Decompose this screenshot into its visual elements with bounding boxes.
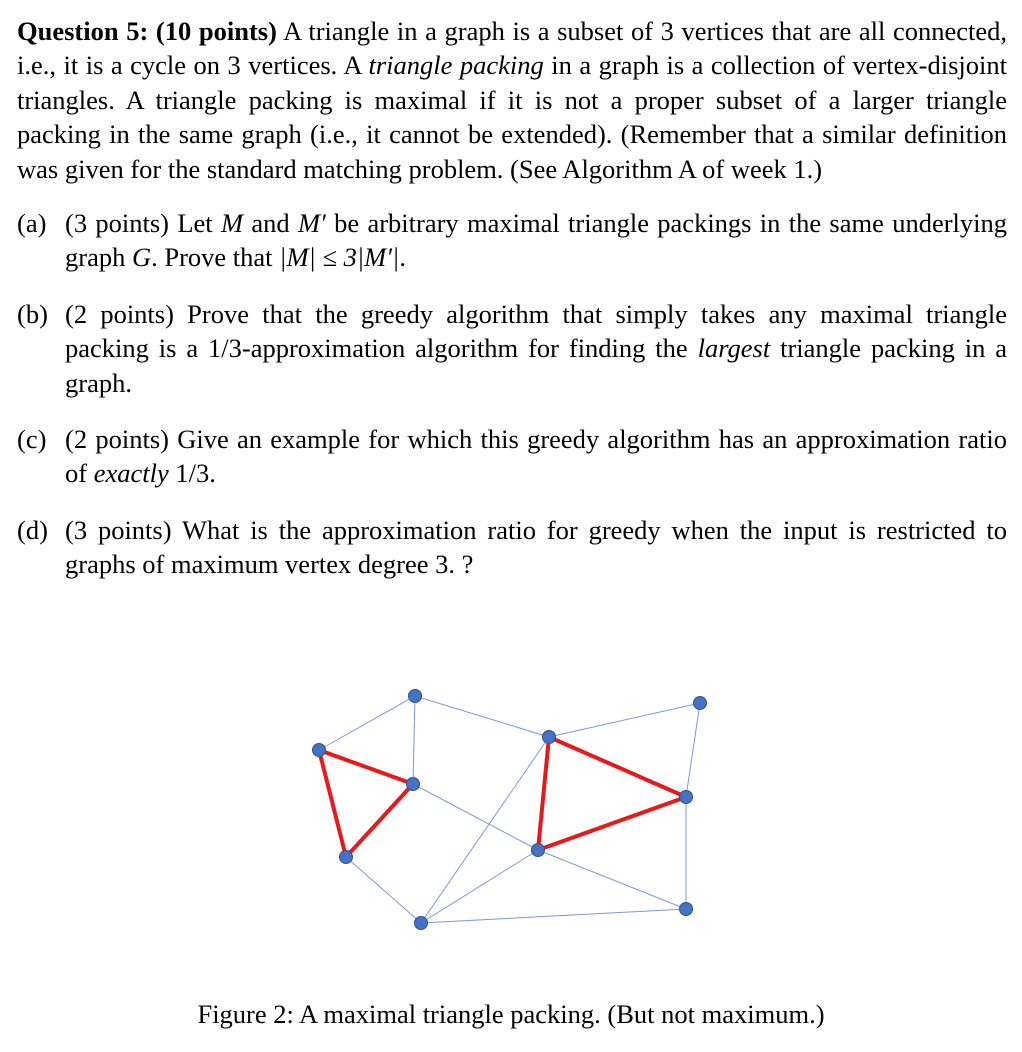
graph-vertex bbox=[532, 844, 545, 857]
graph-edge bbox=[413, 696, 415, 784]
part-c-label: (c) bbox=[17, 424, 47, 455]
graph-edge bbox=[421, 737, 549, 923]
graph-vertex bbox=[407, 778, 420, 791]
graph-edge bbox=[538, 850, 686, 909]
packing-edge bbox=[319, 750, 413, 784]
graph-vertex bbox=[680, 903, 693, 916]
graph-edge bbox=[421, 909, 686, 923]
question-heading: Question 5: bbox=[17, 16, 149, 46]
part-a-text-5: . bbox=[399, 242, 406, 273]
graph-edge bbox=[549, 703, 700, 737]
question-term: triangle packing bbox=[368, 50, 544, 81]
packing-edge bbox=[549, 737, 686, 797]
graph-vertex bbox=[313, 744, 326, 757]
graph-vertex bbox=[415, 917, 428, 930]
graph-edge bbox=[413, 784, 538, 850]
part-a-text-3: be arbitrary maximal triangle packings in the same underlying graph bbox=[65, 208, 1008, 273]
packing-edge bbox=[538, 797, 686, 850]
graph-edge bbox=[421, 850, 538, 923]
graph-vertex bbox=[409, 690, 422, 703]
figure-caption: Figure 2: A maximal triangle packing. (But not maximum.) bbox=[197, 999, 825, 1029]
part-a-math-2: M′ bbox=[297, 208, 326, 239]
part-a-label: (a) bbox=[17, 208, 47, 239]
graph-edge bbox=[686, 703, 700, 797]
graph-vertex bbox=[340, 851, 353, 864]
part-b-text-1: (2 points) Prove that the greedy algorithm that simply takes any maximal triangle packing is a 1/3-approximation algorithm for finding the bbox=[65, 298, 1007, 364]
part-a-math-4: |M| ≤ 3|M′| bbox=[279, 242, 400, 273]
part-a-math-1: M bbox=[220, 208, 244, 239]
part-a-text-1: (3 points) Let bbox=[65, 208, 221, 239]
part-b-label: (b) bbox=[17, 298, 48, 329]
packing-edge bbox=[319, 750, 346, 857]
part-c-text-1: (2 points) Give an example for which this greedy algorithm has an approximation ratio of bbox=[65, 424, 1007, 489]
graph-vertex bbox=[680, 791, 693, 804]
part-d-label: (d) bbox=[17, 514, 48, 545]
part-a-math-3: G bbox=[131, 242, 152, 273]
question-text-1: A triangle in a graph is a subset of 3 vertices that are all connected, i.e., it is a cycle on 3 vertices. A bbox=[17, 16, 1007, 81]
part-a-text-2: and bbox=[243, 208, 298, 239]
part-b-text-2: triangle packing in a graph. bbox=[65, 333, 1007, 398]
packing-edge bbox=[346, 784, 413, 857]
graph-edge bbox=[415, 696, 549, 737]
packing-edges bbox=[319, 737, 686, 857]
graph-vertex bbox=[543, 731, 556, 744]
graph-edge bbox=[346, 857, 421, 923]
graph-edges bbox=[319, 696, 700, 923]
graph-edge bbox=[319, 696, 415, 750]
graph-vertex bbox=[694, 697, 707, 710]
question-text-2: in a graph is a collection of vertex-disjoint triangles. A triangle packing is maximal if it is not a proper subset of a larger triangle packing in the same graph (i.e., it cannot be extended). (Remember that a similar definition was given for the standard matching problem. (See Algorithm A of week 1.) bbox=[17, 50, 1007, 184]
part-c-emphasis: exactly bbox=[93, 458, 169, 489]
packing-edge bbox=[538, 737, 549, 850]
part-a-text-4: . Prove that bbox=[151, 242, 280, 273]
question-points: (10 points) bbox=[155, 16, 277, 46]
part-c-text-2: 1/3. bbox=[168, 458, 216, 489]
part-b-emphasis: largest bbox=[697, 333, 771, 364]
part-d-text-1: (3 points) What is the approximation ratio for greedy when the input is restricted to graphs of maximum vertex degree 3. ? bbox=[65, 514, 1007, 580]
